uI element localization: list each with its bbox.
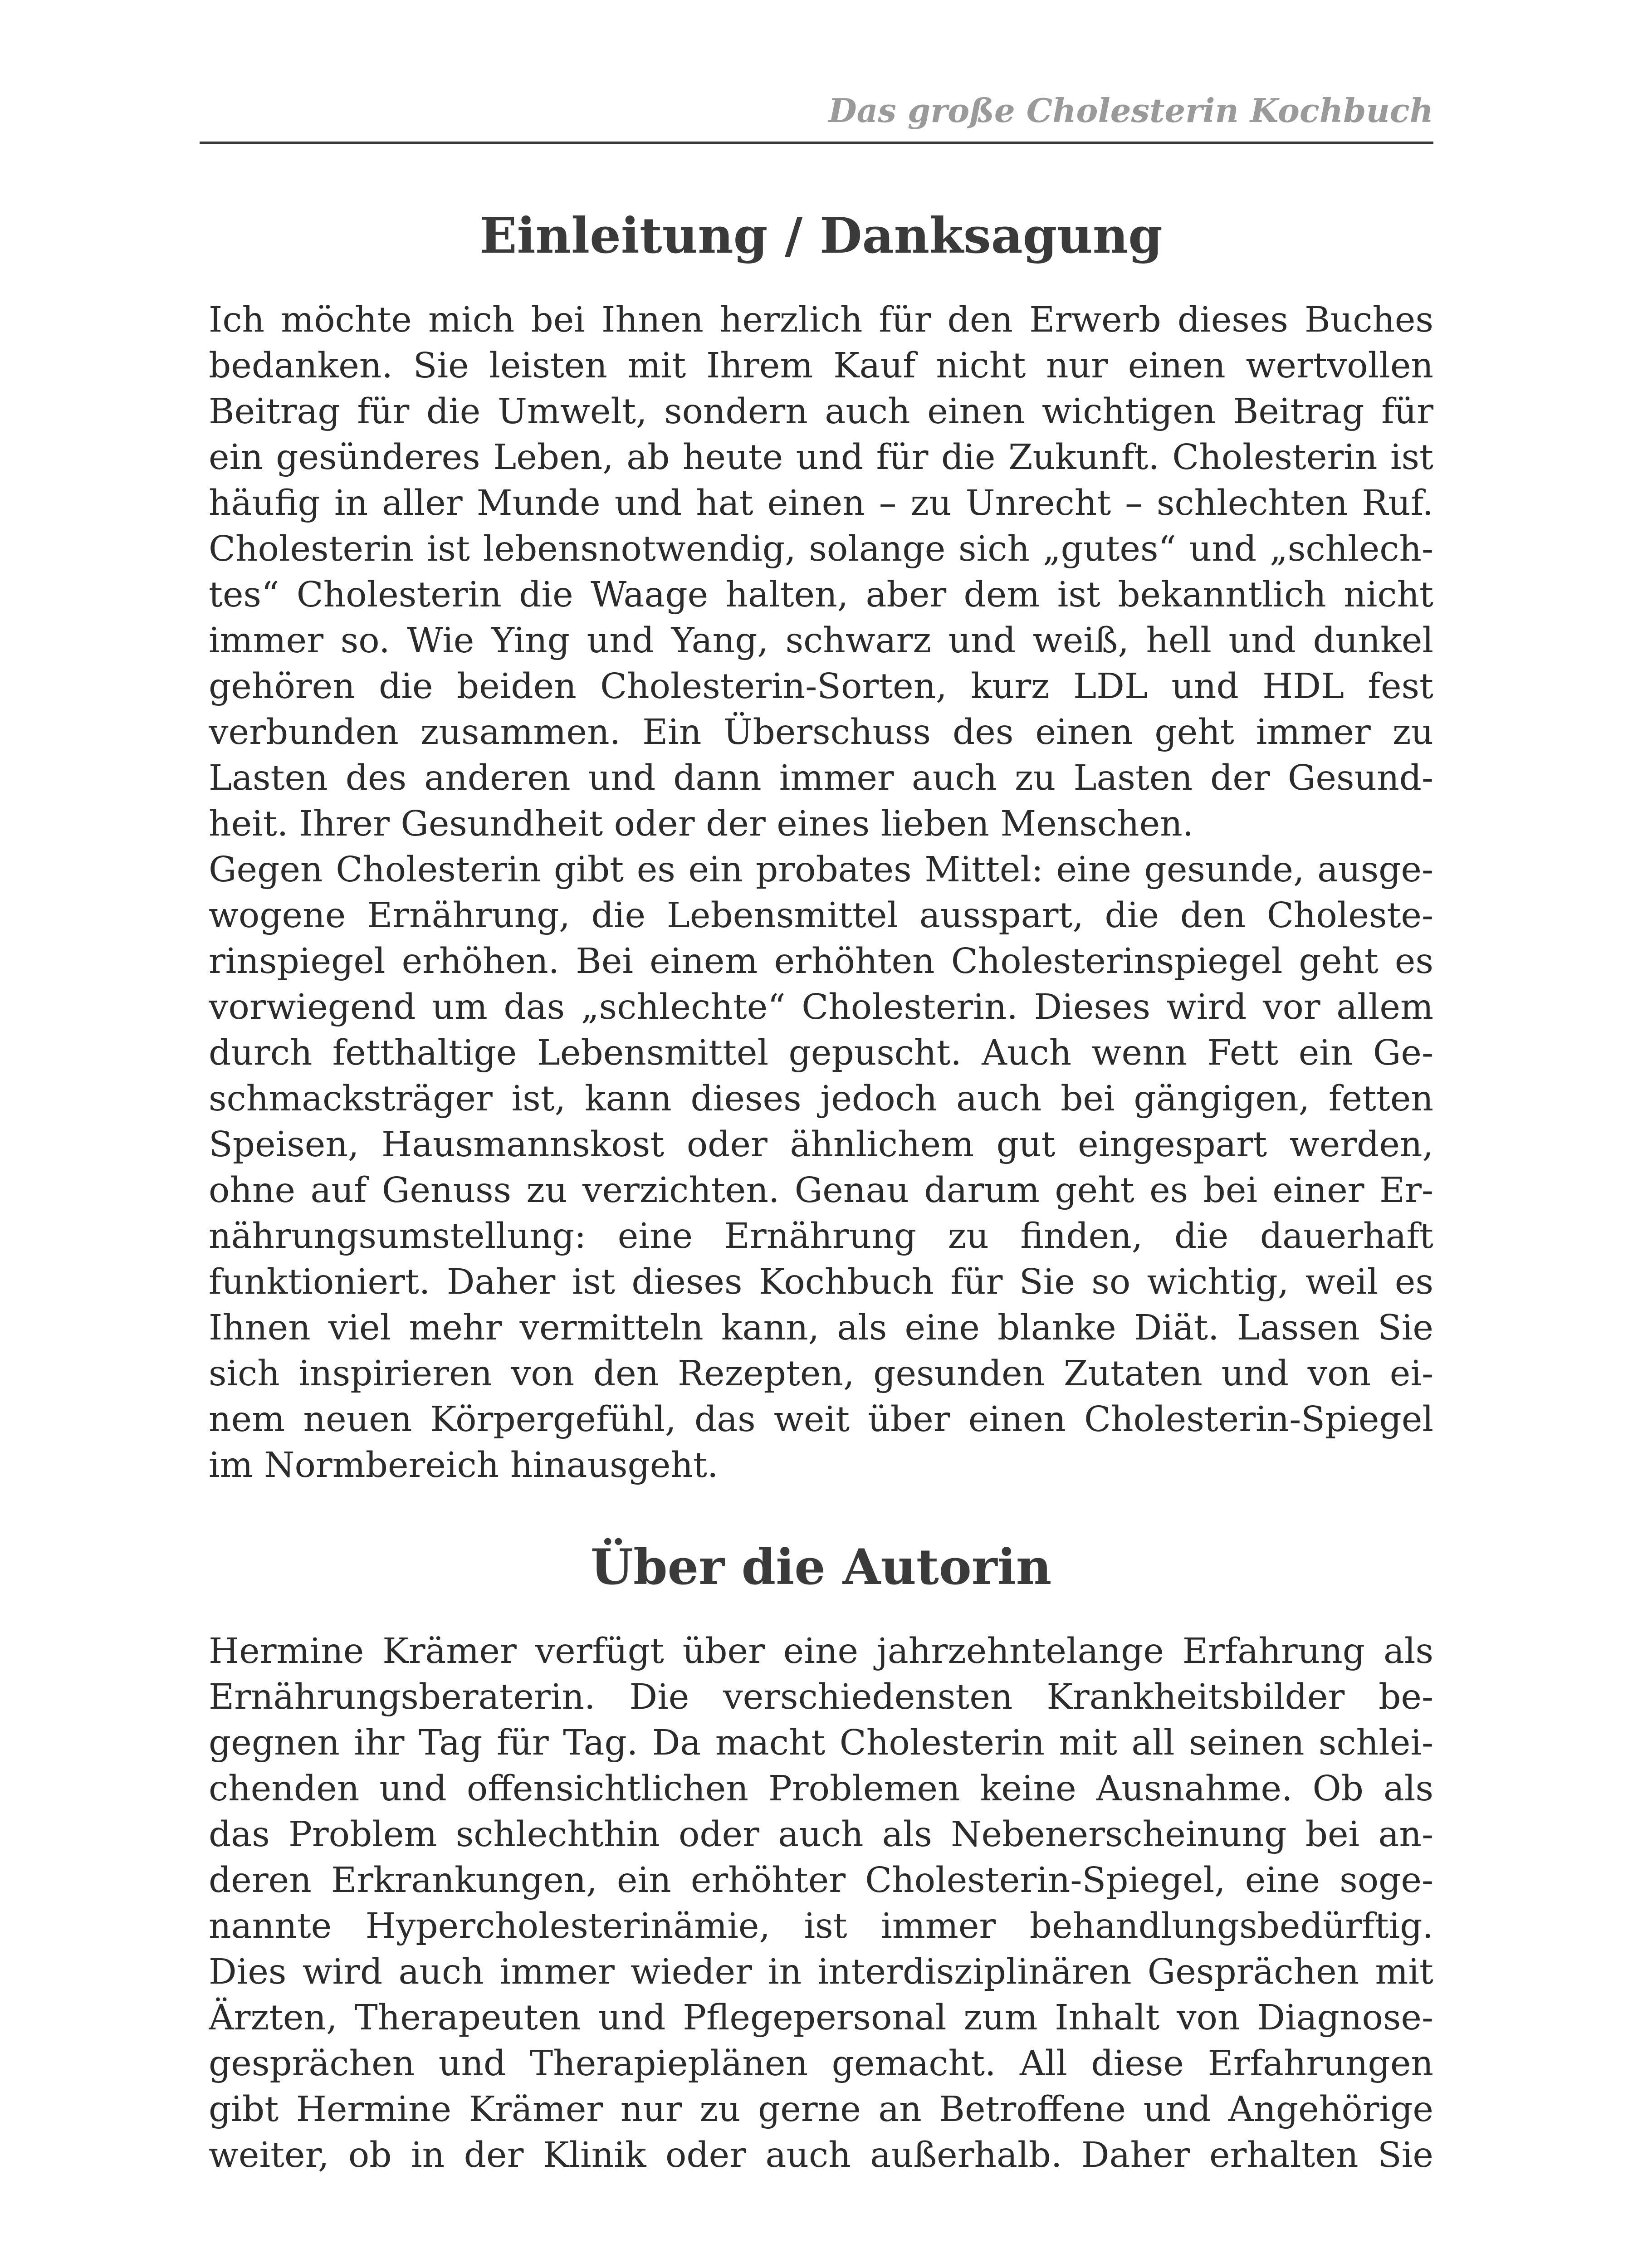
text-line: ein gesünderes Leben, ab heute und für die Zukunft. Cholesterin ist <box>209 437 1433 478</box>
text-line: durch fetthaltige Lebensmittel gepuscht. Auch wenn Fett ein Ge- <box>209 1033 1433 1073</box>
text-line: Cholesterin ist lebensnotwendig, solange sich „gutes“ und „schlech- <box>209 529 1433 569</box>
text-line: nannte Hypercholesterinämie, ist immer behandlungsbedürftig. <box>209 1906 1433 1946</box>
text-line: Speisen, Hausmannskost oder ähnlichem gut eingespart werden, <box>209 1124 1433 1165</box>
header-divider <box>200 142 1433 144</box>
text-line: gehören die beiden Cholesterin-Sorten, kurz LDL und HDL fest <box>209 666 1433 707</box>
text-line: bedanken. Sie leisten mit Ihrem Kauf nicht nur einen wertvollen <box>209 346 1433 386</box>
paragraph-autorin <box>209 1628 1433 2178</box>
text-line: das Problem schlechthin oder auch als Nebenerscheinung bei an- <box>209 1814 1433 1855</box>
text-line: deren Erkrankungen, ein erhöhter Cholesterin-Spiegel, eine soge- <box>209 1860 1433 1901</box>
text-line: Hermine Krämer verfügt über eine jahrzehntelange Erfahrung als <box>209 1631 1433 1672</box>
text-line: chenden und offensichtlichen Problemen keine Ausnahme. Ob als <box>209 1769 1433 1809</box>
section-heading-einleitung: Einleitung / Danksagung <box>479 207 1163 264</box>
text-line: rinspiegel erhöhen. Bei einem erhöhten Cholesterinspiegel geht es <box>209 941 1433 982</box>
text-line: Ihnen viel mehr vermitteln kann, als eine blanke Diät. Lassen Sie <box>209 1308 1433 1348</box>
text-line: heit. Ihrer Gesundheit oder der eines lieben Menschen. <box>209 804 1194 844</box>
text-line: tes“ Cholesterin die Waage halten, aber dem ist bekanntlich nicht <box>209 575 1433 615</box>
text-line: Lasten des anderen und dann immer auch zu Lasten der Gesund- <box>209 758 1433 798</box>
text-line: schmacksträger ist, kann dieses jedoch auch bei gängigen, fetten <box>209 1079 1433 1119</box>
text-line: Ernährungsberaterin. Die verschiedensten Krankheitsbilder be- <box>209 1677 1433 1717</box>
text-line: verbunden zusammen. Ein Überschuss des einen geht immer zu <box>209 712 1433 753</box>
text-line: im Normbereich hinausgeht. <box>209 1445 719 1486</box>
paragraph-einleitung-1 <box>209 297 1433 847</box>
text-line: nährungsumstellung: eine Ernährung zu finden, die dauerhaft <box>209 1216 1433 1256</box>
text-line: Ärzten, Therapeuten und Pflegepersonal zum Inhalt von Diagnose- <box>209 1998 1433 2038</box>
text-line: Ich möchte mich bei Ihnen herzlich für den Erwerb dieses Buches <box>209 300 1433 340</box>
text-line: gesprächen und Therapieplänen gemacht. All diese Erfahrungen <box>209 2043 1433 2084</box>
text-line: Dies wird auch immer wieder in interdisziplinären Gesprächen mit <box>209 1952 1433 1992</box>
text-line: gegnen ihr Tag für Tag. Da macht Cholesterin mit all seinen schlei- <box>209 1723 1433 1763</box>
text-line: häufig in aller Munde und hat einen – zu Unrecht – schlechten Ruf. <box>209 483 1433 523</box>
text-line: immer so. Wie Ying und Yang, schwarz und weiß, hell und dunkel <box>209 621 1433 661</box>
text-line: gibt Hermine Krämer nur zu gerne an Betroffene und Angehörige <box>209 2089 1433 2130</box>
text-line: funktioniert. Daher ist dieses Kochbuch für Sie so wichtig, weil es <box>209 1262 1433 1302</box>
text-line: ohne auf Genuss zu verzichten. Genau darum geht es bei einer Er- <box>209 1170 1433 1211</box>
text-line: wogene Ernährung, die Lebensmittel ausspart, die den Choleste- <box>209 895 1433 936</box>
text-line: sich inspirieren von den Rezepten, gesunden Zutaten und von ei- <box>209 1354 1433 1394</box>
text-line: Beitrag für die Umwelt, sondern auch einen wichtigen Beitrag für <box>209 391 1433 432</box>
text-line: vorwiegend um das „schlechte“ Cholesterin. Dieses wird vor allem <box>209 987 1433 1027</box>
paragraph-einleitung-2 <box>209 847 1433 1488</box>
text-line: Gegen Cholesterin gibt es ein probates Mittel: eine gesunde, ausge- <box>209 850 1433 890</box>
section-heading-autorin: Über die Autorin <box>590 1539 1052 1596</box>
text-line: weiter, ob in der Klinik oder auch außerhalb. Daher erhalten Sie <box>209 2135 1433 2175</box>
text-line: nem neuen Körpergefühl, das weit über einen Cholesterin-Spiegel <box>209 1399 1433 1440</box>
running-header-title: Das große Cholesterin Kochbuch <box>828 91 1433 130</box>
